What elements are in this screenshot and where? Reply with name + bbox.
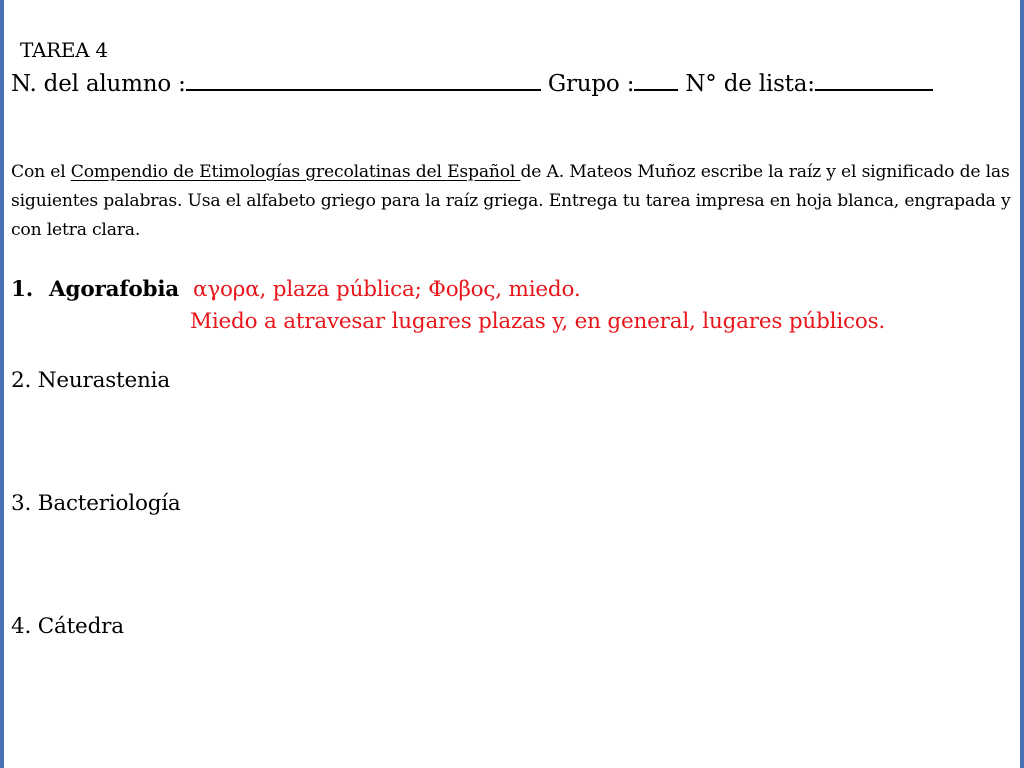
student-header xyxy=(11,70,933,97)
list-number-blank xyxy=(815,70,933,91)
item-agorafobia xyxy=(11,277,581,302)
instructions-paragraph xyxy=(11,158,1013,245)
student-name-label: N. del alumno : xyxy=(11,71,186,97)
item-word: Agorafobia xyxy=(49,277,180,302)
instructions-suffix: de A. Mateos Muñoz escribe la raíz y el significado de las siguientes palabras. Usa el alfabeto griego para la raíz griega. Entrega tu tarea impresa en hoja blanca, engrapada y con letra clara. xyxy=(11,162,1011,240)
group-label: Grupo : xyxy=(547,71,635,97)
group-blank xyxy=(634,70,678,91)
item-meaning-answer: Miedo a atravesar lugares plazas y, en general, lugares públicos. xyxy=(190,309,886,334)
instructions-prefix: Con el xyxy=(11,162,71,182)
assignment-title: TAREA 4 xyxy=(20,38,108,62)
item-bacteriologia: 3. Bacteriología xyxy=(11,491,181,516)
item-number: 1. xyxy=(11,277,34,302)
left-frame-border xyxy=(0,0,4,768)
item-neurastenia: 2. Neurastenia xyxy=(11,368,170,393)
list-number-label: N° de lista: xyxy=(685,71,815,97)
right-frame-border xyxy=(1020,0,1024,768)
item-roots-answer: αγορα, plaza pública; Φοβος, miedo. xyxy=(193,277,581,302)
book-title: Compendio de Etimologías grecolatinas del Español xyxy=(70,162,521,182)
student-name-blank xyxy=(186,70,541,91)
item-catedra: 4. Cátedra xyxy=(11,614,124,639)
